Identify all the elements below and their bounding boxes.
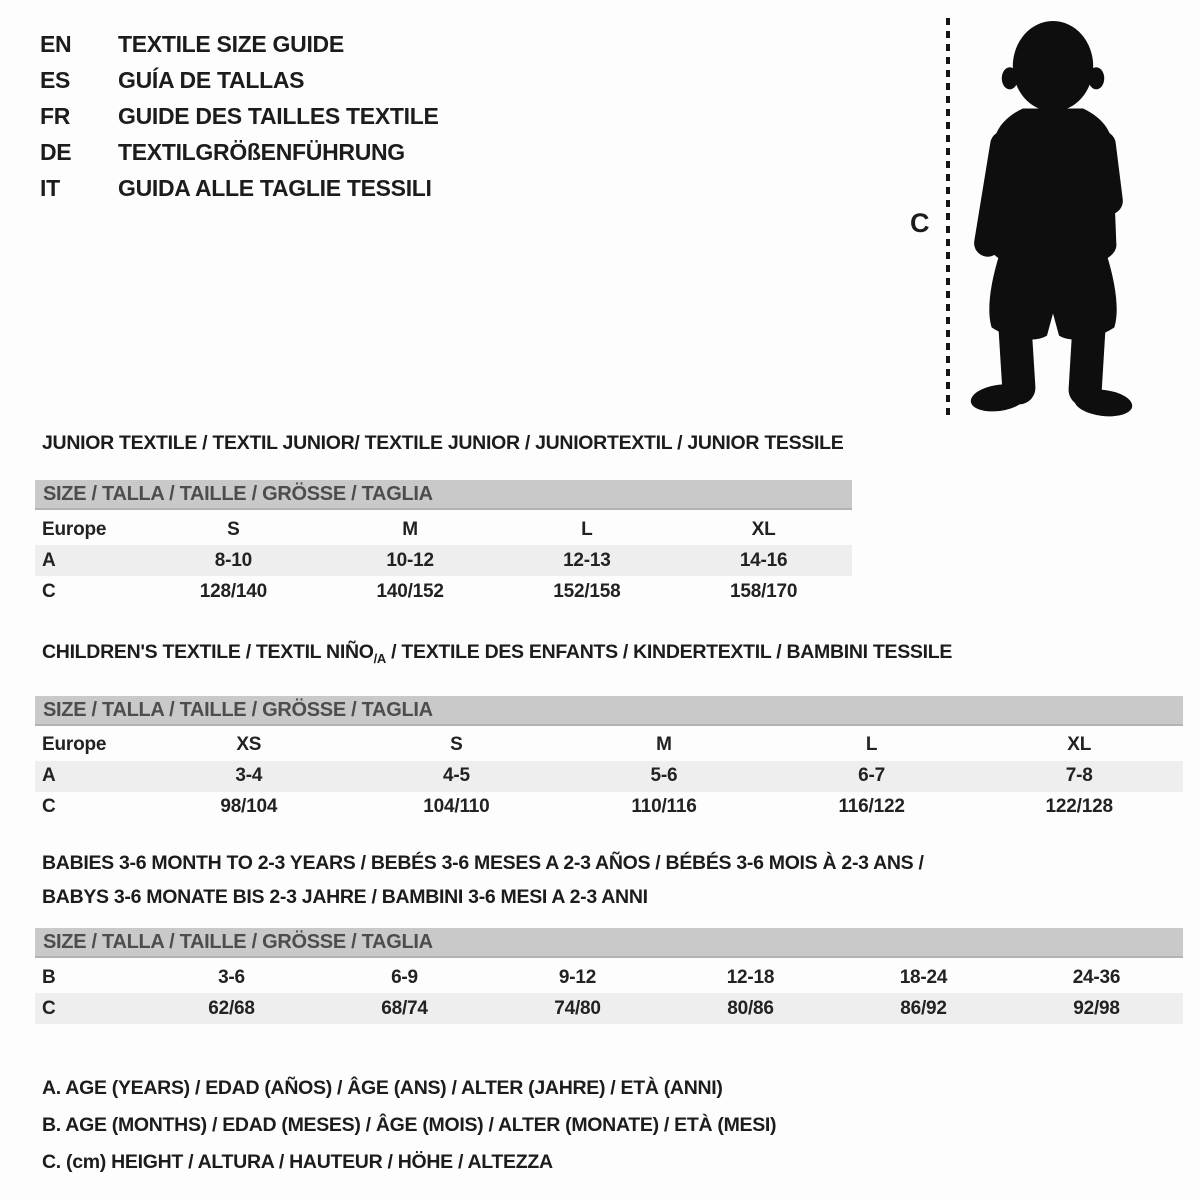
language-code: ES (40, 66, 71, 93)
legend-line: B. AGE (MONTHS) / EDAD (MESES) / ÂGE (MOIS) / ALTER (MONATE) / ETÀ (MESI) (42, 1114, 777, 1136)
size-cell: 7-8 (1065, 765, 1093, 787)
childrens-textile-section (35, 641, 1183, 823)
language-row (40, 170, 439, 206)
size-cell: 128/140 (199, 580, 268, 602)
table-row (35, 962, 1183, 993)
section-title (42, 846, 1183, 914)
size-cell: S (450, 734, 463, 756)
size-cell: 18-24 (899, 966, 948, 988)
size-cell: 152/158 (553, 580, 621, 602)
table-row (35, 545, 852, 576)
row-label: A (42, 549, 56, 571)
size-cell: 12-13 (563, 549, 611, 571)
size-cell: 3-4 (235, 765, 263, 787)
size-cell: 4-5 (442, 765, 470, 787)
title-subscript: /A (373, 650, 387, 666)
size-cell: 24-36 (1072, 966, 1121, 988)
language-title-list (40, 26, 439, 206)
size-cell: 92/98 (1073, 997, 1120, 1019)
size-cell: M (656, 734, 672, 756)
size-cell: 74/80 (554, 997, 601, 1019)
language-code: DE (40, 138, 72, 165)
legend-line: C. (cm) HEIGHT / ALTURA / HAUTEUR / HÖHE / ALTEZZA (42, 1151, 553, 1173)
language-code: IT (40, 174, 60, 201)
size-cell: 140/152 (376, 580, 444, 602)
size-cell: 6-7 (858, 765, 886, 787)
size-cell: 104/110 (423, 796, 490, 818)
legend-line: A. AGE (YEARS) / EDAD (AÑOS) / ÂGE (ANS) / ALTER (JAHRE) / ETÀ (ANNI) (42, 1077, 723, 1099)
size-cell: XL (1067, 734, 1092, 756)
size-cell: L (581, 518, 593, 540)
size-cell: 110/116 (631, 796, 697, 818)
size-cell: 116/122 (838, 796, 905, 818)
title-text: BABYS 3-6 MONATE BIS 2-3 JAHRE / BAMBINI 3-6 MESI A 2-3 ANNI (42, 886, 648, 908)
height-measure-dashed-line (946, 18, 950, 416)
size-cell: 68/74 (381, 997, 428, 1019)
row-label: C (42, 997, 56, 1019)
size-cell: 8-10 (214, 549, 252, 571)
section-title-line (42, 880, 1183, 914)
toddler-silhouette (966, 16, 1140, 418)
title-text: / TEXTILE DES ENFANTS / KINDERTEXTIL / BAMBINI TESSILE (386, 641, 953, 663)
size-cell: 14-16 (739, 549, 788, 571)
size-cell: L (865, 734, 878, 756)
size-table-header: SIZE / TALLA / TAILLE / GRÖSSE / TAGLIA (35, 928, 1183, 958)
size-cell: 5-6 (650, 765, 678, 787)
table-row (35, 730, 1183, 761)
language-title: GUÍA DE TALLAS (118, 66, 305, 93)
table-row (35, 792, 1183, 823)
size-cell: 86/92 (900, 997, 947, 1019)
section-title-line (42, 432, 852, 454)
section-title-line (42, 641, 1183, 670)
size-cell: 12-18 (726, 966, 775, 988)
row-label: A (42, 765, 56, 787)
section-title (42, 641, 1183, 670)
size-cell: XS (236, 734, 262, 756)
row-label: C (42, 796, 56, 818)
size-cell: 6-9 (391, 966, 418, 988)
language-code: EN (40, 30, 72, 57)
size-cell: XL (751, 518, 776, 540)
table-row (35, 761, 1183, 792)
babies-textile-section (35, 846, 1183, 1024)
size-cell: 62/68 (208, 997, 255, 1019)
row-label: Europe (42, 734, 107, 756)
row-label: C (42, 580, 56, 602)
size-cell: S (227, 518, 240, 540)
title-text: CHILDREN'S TEXTILE / TEXTIL NIÑO (42, 641, 374, 663)
title-text: BABIES 3-6 MONTH TO 2-3 YEARS / BEBÉS 3-6 MESES A 2-3 AÑOS / BÉBÉS 3-6 MOIS À 2-3 ANS / (42, 852, 924, 874)
size-cell: 80/86 (727, 997, 774, 1019)
section-title-line (42, 846, 1183, 880)
row-label: Europe (42, 518, 107, 540)
language-title: GUIDE DES TAILLES TEXTILE (118, 102, 439, 129)
language-row (40, 98, 439, 134)
section-title (42, 432, 852, 454)
row-label: B (42, 966, 56, 988)
table-row (35, 993, 1183, 1024)
height-marker-label: C (910, 208, 930, 238)
size-cell: M (402, 518, 418, 540)
measurement-legend (42, 1070, 776, 1181)
table-row (35, 514, 852, 545)
size-cell: 158/170 (729, 580, 798, 602)
size-cell: 122/128 (1045, 796, 1113, 818)
language-row (40, 26, 439, 62)
size-table (35, 480, 852, 607)
language-title: TEXTILGRÖßENFÜHRUNG (118, 138, 405, 165)
size-cell: 9-12 (558, 966, 597, 988)
table-row (35, 576, 852, 607)
language-title: GUIDA ALLE TAGLIE TESSILI (118, 174, 432, 201)
language-title: TEXTILE SIZE GUIDE (118, 30, 344, 57)
size-cell: 3-6 (218, 966, 245, 988)
title-text: JUNIOR TEXTILE / TEXTIL JUNIOR/ TEXTILE JUNIOR / JUNIORTEXTIL / JUNIOR TESSILE (42, 432, 844, 454)
language-row (40, 134, 439, 170)
size-table-header: SIZE / TALLA / TAILLE / GRÖSSE / TAGLIA (35, 696, 1183, 726)
junior-textile-section (35, 432, 852, 607)
size-cell: 98/104 (220, 796, 278, 818)
language-code: FR (40, 102, 71, 129)
size-table-header: SIZE / TALLA / TAILLE / GRÖSSE / TAGLIA (35, 480, 852, 510)
size-cell: 10-12 (386, 549, 434, 571)
size-table (35, 696, 1183, 823)
language-row (40, 62, 439, 98)
size-table (35, 928, 1183, 1024)
